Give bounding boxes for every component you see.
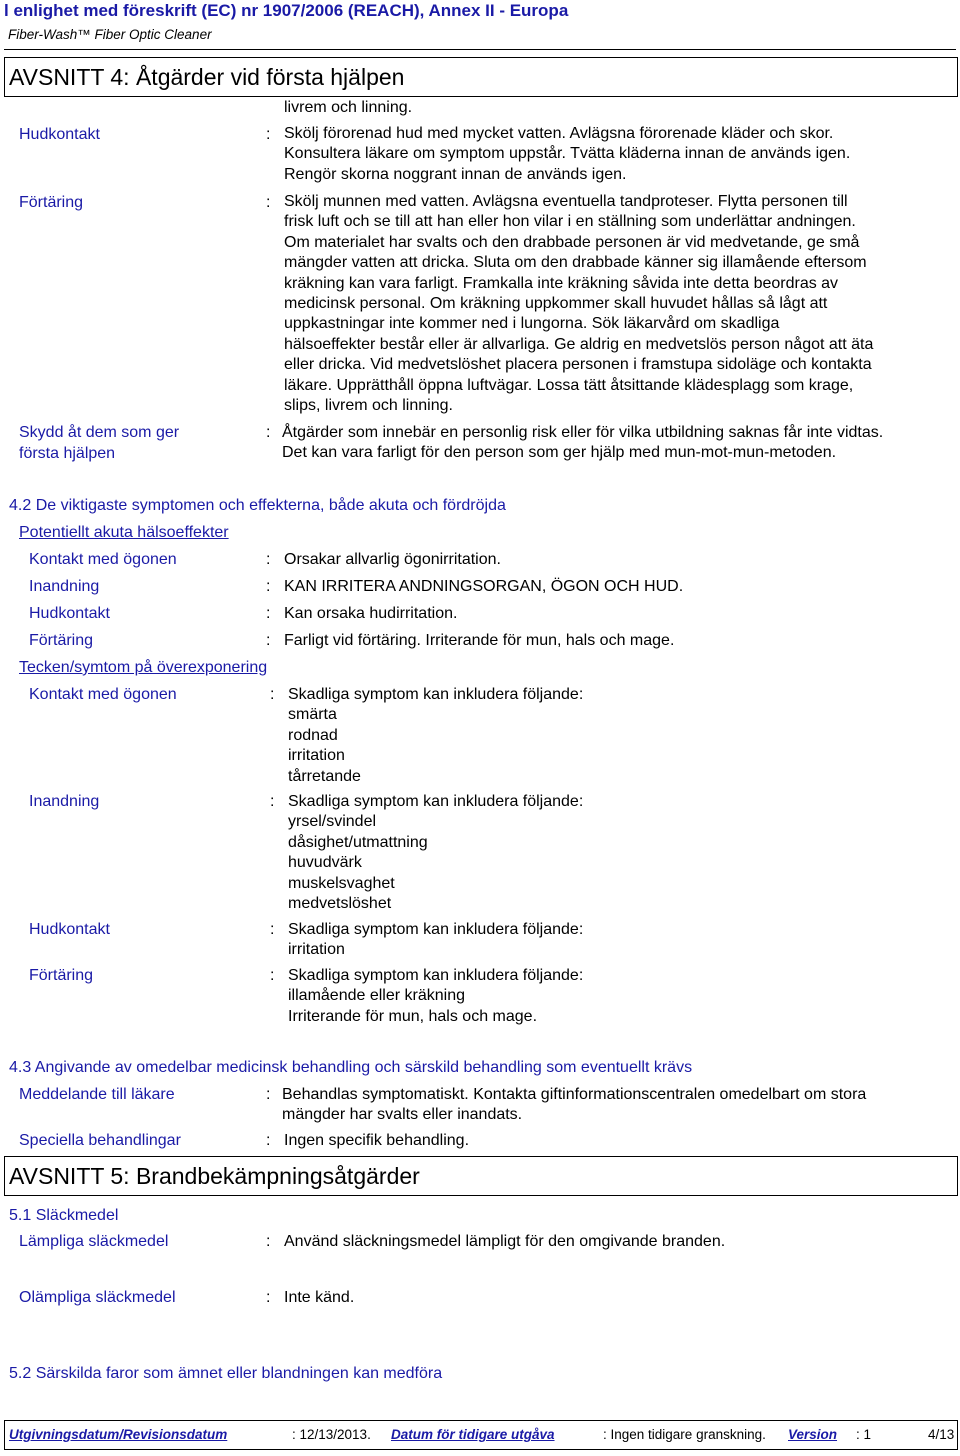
text-line: Det kan vara farligt för den person som ger hjälp med mun-mot-mun-metoden. bbox=[282, 444, 837, 462]
subsection-5-2-title: 5.2 Särskilda faror som ämnet eller blandningen kan medföra bbox=[9, 1365, 443, 1382]
text-line: irritation bbox=[288, 747, 345, 765]
suitable-media-text: Använd släckningsmedel lämpligt för den omgivande branden. bbox=[284, 1233, 726, 1250]
section4-title: AVSNITT 4: Åtgärder vid första hjälpen bbox=[9, 64, 405, 90]
text-line: Skadliga symptom kan inkludera följande: bbox=[288, 793, 584, 810]
section4-title-box bbox=[4, 57, 958, 97]
signs-skin-label: Hudkontakt bbox=[29, 921, 110, 938]
text-line: Åtgärder som innebär en personlig risk eller för vilka utbildning saknas får inte vidtas. bbox=[282, 424, 884, 441]
text-line: Rengör skorna noggrant innan de används igen. bbox=[284, 165, 627, 183]
acute-inhalation-label: Inandning bbox=[29, 578, 100, 595]
text-line: dåsighet/utmattning bbox=[288, 833, 428, 851]
first-aid-skin-text bbox=[284, 124, 850, 185]
rescuer-protection-label-line1: Skydd åt dem som ger bbox=[19, 424, 180, 441]
suitable-media-label: Lämpliga släckmedel bbox=[19, 1233, 169, 1250]
unsuitable-media-text: Inte känd. bbox=[284, 1289, 355, 1306]
text-line: eller dricka. Vid medvetslöshet placera personen i framstupa sidoläge och kontakta bbox=[284, 356, 872, 374]
signs-inhalation-text bbox=[288, 792, 583, 914]
text-line: huvudvärk bbox=[288, 854, 362, 872]
acute-skin-label: Hudkontakt bbox=[29, 605, 110, 622]
text-line: slips, livrem och linning. bbox=[284, 397, 453, 415]
section5-title-box bbox=[4, 1156, 958, 1196]
acute-skin-text: Kan orsaka hudirritation. bbox=[284, 605, 458, 622]
acute-eye-label: Kontakt med ögonen bbox=[29, 551, 177, 568]
continuation-text: livrem och linning. bbox=[284, 99, 413, 116]
colon: : bbox=[266, 1289, 271, 1306]
text-line: mängder vatten att dricka. Sluta om den drabbade känner sig illamående eftersom bbox=[284, 254, 867, 272]
first-aid-ingestion-text bbox=[284, 192, 873, 416]
colon: : bbox=[270, 967, 275, 984]
rescuer-protection-text bbox=[282, 423, 883, 464]
colon: : bbox=[266, 551, 271, 568]
physician-note-text bbox=[282, 1085, 866, 1126]
colon: : bbox=[266, 632, 271, 649]
acute-ingestion-text: Farligt vid förtäring. Irriterande för mun, hals och mage. bbox=[284, 632, 675, 649]
text-line: tårretande bbox=[288, 767, 361, 785]
colon: : bbox=[266, 605, 271, 622]
colon: : bbox=[270, 921, 275, 938]
colon: : bbox=[266, 424, 271, 441]
previous-date-value: : Ingen tidigare granskning. bbox=[603, 1427, 766, 1442]
acute-effects-heading: Potentiellt akuta hälsoeffekter bbox=[19, 524, 229, 541]
text-line: Irriterande för mun, hals och mage. bbox=[288, 1007, 538, 1025]
text-line: medicinsk personal. Om kräkning uppkommer skall huvudet hållas så lågt att bbox=[284, 295, 828, 313]
colon: : bbox=[266, 1233, 271, 1250]
colon: : bbox=[270, 793, 275, 810]
text-line: uppkastningar inte kommer ned i lungorna. Sök läkarvård om skadliga bbox=[284, 315, 780, 333]
text-line: Skölj munnen med vatten. Avlägsna eventuella tandproteser. Flytta personen till bbox=[284, 193, 848, 210]
overexposure-heading: Tecken/symtom på överexponering bbox=[19, 659, 268, 676]
acute-eye-text: Orsakar allvarlig ögonirritation. bbox=[284, 551, 501, 568]
version-value: : 1 bbox=[856, 1427, 872, 1442]
text-line: muskelsvaghet bbox=[288, 874, 395, 892]
text-line: Skadliga symptom kan inkludera följande: bbox=[288, 921, 584, 938]
text-line: medvetslöshet bbox=[288, 895, 392, 913]
section5-title: AVSNITT 5: Brandbekämpningsåtgärder bbox=[9, 1163, 420, 1189]
text-line: yrsel/svindel bbox=[288, 813, 377, 831]
text-line: mängder har svalts eller inandats. bbox=[282, 1106, 523, 1124]
colon: : bbox=[270, 686, 275, 703]
physician-note-label: Meddelande till läkare bbox=[19, 1086, 175, 1103]
signs-eye-text bbox=[288, 685, 583, 787]
specific-treatment-text bbox=[284, 1131, 469, 1151]
product-name: Fiber-Wash™ Fiber Optic Cleaner bbox=[8, 27, 212, 42]
signs-eye-label: Kontakt med ögonen bbox=[29, 686, 177, 703]
text-line: illamående eller kräkning bbox=[288, 987, 465, 1005]
issue-date-value: : 12/13/2013. bbox=[292, 1427, 371, 1442]
text-line: Ingen specifik behandling. bbox=[284, 1132, 470, 1149]
text-line: Konsultera läkare om symptom uppstår. Tvätta kläderna innan de används igen. bbox=[284, 145, 851, 163]
first-aid-skin-label: Hudkontakt bbox=[19, 126, 100, 143]
text-line: Om materialet har svalts och den drabbade personen är vid medvetande, ge små bbox=[284, 233, 860, 251]
text-line: läkare. Upprätthåll öppna luftvägar. Lossa tätt åtsittande klädesplagg som krage, bbox=[284, 376, 854, 394]
version-label: Version bbox=[788, 1427, 838, 1442]
subsection-4-3-title: 4.3 Angivande av omedelbar medicinsk behandling och särskild behandling som eventuellt krävs bbox=[9, 1059, 693, 1076]
colon: : bbox=[266, 1086, 271, 1103]
page-number: 4/13 bbox=[928, 1427, 955, 1442]
subsection-4-2-title: 4.2 De viktigaste symptomen och effekterna, både akuta och fördröjda bbox=[9, 497, 506, 514]
text-line: hälsoeffekter består eller är allvarliga. Ge aldrig en medvetslös person något att äta bbox=[284, 335, 874, 353]
colon: : bbox=[266, 578, 271, 595]
text-line: Behandlas symptomatiskt. Kontakta giftinformationscentralen omedelbart om stora bbox=[282, 1086, 867, 1103]
colon: : bbox=[266, 126, 271, 143]
text-line: Skölj förorenad hud med mycket vatten. Avlägsna förorenade kläder och skor. bbox=[284, 125, 834, 142]
unsuitable-media-label: Olämpliga släckmedel bbox=[19, 1289, 176, 1306]
colon: : bbox=[266, 194, 271, 211]
text-line: rodnad bbox=[288, 726, 338, 744]
acute-ingestion-label: Förtäring bbox=[29, 632, 94, 649]
acute-inhalation-text: KAN IRRITERA ANDNINGSORGAN, ÖGON OCH HUD. bbox=[284, 578, 684, 595]
signs-inhalation-label: Inandning bbox=[29, 793, 100, 810]
text-line: irritation bbox=[288, 941, 345, 959]
signs-ingestion-text bbox=[288, 966, 583, 1027]
header-divider bbox=[4, 49, 956, 50]
previous-date-label: Datum för tidigare utgåva bbox=[391, 1427, 555, 1442]
subsection-5-1-title: 5.1 Släckmedel bbox=[9, 1207, 119, 1224]
text-line: smärta bbox=[288, 706, 337, 724]
colon: : bbox=[266, 1132, 271, 1149]
signs-ingestion-label: Förtäring bbox=[29, 967, 94, 984]
text-line: frisk luft och se till att han eller hon vilar i en ställning som underlättar andningen. bbox=[284, 213, 856, 231]
first-aid-ingestion-label: Förtäring bbox=[19, 194, 84, 211]
text-line: kräkning kan vara farligt. Framkalla inte kräkning såvida inte detta beordras av bbox=[284, 274, 839, 292]
text-line: Skadliga symptom kan inkludera följande: bbox=[288, 686, 584, 703]
footer bbox=[4, 1420, 958, 1450]
document-regulation-title: l enlighet med föreskrift (EC) nr 1907/2006 (REACH), Annex II - Europa bbox=[4, 1, 569, 20]
rescuer-protection-label-line2: första hjälpen bbox=[19, 445, 116, 462]
signs-skin-text bbox=[288, 920, 583, 961]
specific-treatment-label: Speciella behandlingar bbox=[19, 1132, 181, 1149]
text-line: Skadliga symptom kan inkludera följande: bbox=[288, 967, 584, 984]
issue-date-label: Utgivningsdatum/Revisionsdatum bbox=[9, 1427, 228, 1442]
